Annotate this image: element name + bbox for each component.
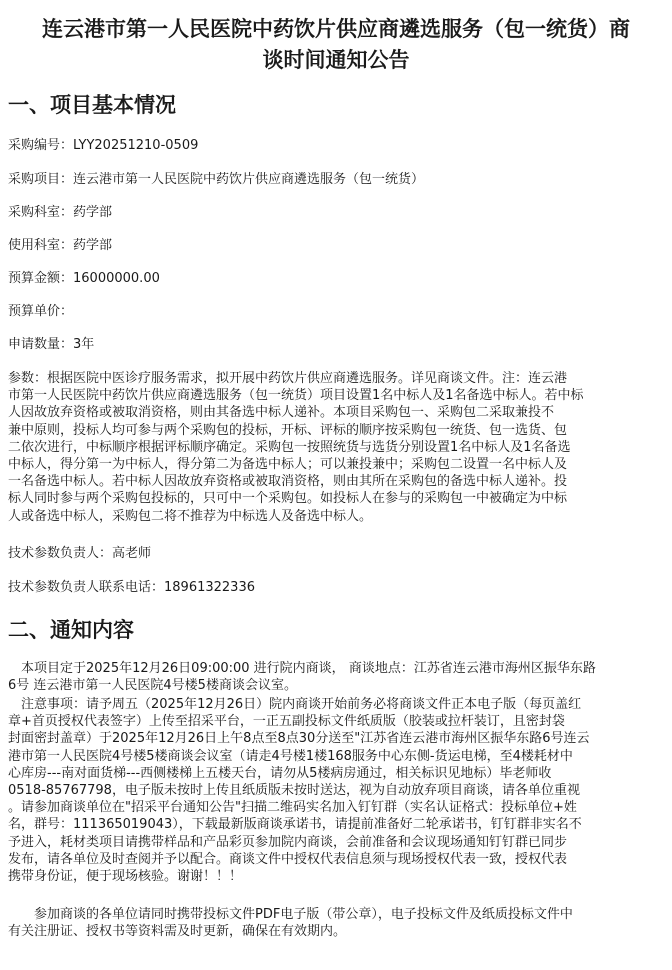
field-purchase-project	[8, 172, 424, 188]
field-label: 使用科室：	[8, 238, 74, 253]
field-label: 预算金额：	[8, 271, 74, 286]
field-value: 3年	[73, 337, 95, 352]
notice-line: 名，群号：111365019043），下载最新版商谈承诺书，请提前准备好二轮承诺书，钉钉群非实名不	[8, 817, 582, 833]
notice-line: 有关注册证、授权书等资料需及时更新，确保在有效期内。	[8, 924, 347, 940]
notice-paragraph-precautions	[8, 696, 672, 885]
section-heading-basic-info: 一、项目基本情况	[8, 93, 176, 117]
notice-line: 注意事项：请予周五（2025年12月26日）院内商谈开始前务必将商谈文件正本电子版（每页盖红	[8, 697, 582, 712]
notice-line: 章+首页授权代表签字）上传至招采平台，一正五副投标文件纸质版（胶装或拉杆装订，且密封袋	[8, 714, 565, 730]
params-line: 中标人，得分第一为中标人，得分第二为备选中标人；可以兼投兼中；采购包二设置一名中标人及	[8, 457, 568, 473]
field-value: 药学部	[73, 205, 113, 220]
notice-line: 心库房---南对面货梯---西侧楼梯上五楼天台，请勿从5楼病房通过，相关标识见地标）毕老师收	[8, 765, 552, 781]
notice-line: 本项目定于2025年12月26日09:00:00 进行院内商谈， 商谈地点：江苏省连云港市海州区振华东路	[8, 661, 596, 676]
notice-line: 港市第一人民医院4号楼5楼商谈会议室（请走4号楼1楼168服务中心东侧-货运电梯，至4楼耗材中	[8, 748, 573, 764]
field-purchase-number	[8, 138, 198, 154]
field-value: 高老师	[112, 546, 152, 561]
notice-paragraph-time-location	[8, 660, 672, 694]
field-label: 采购编号：	[8, 138, 74, 153]
notice-line: 参加商谈的各单位请同时携带投标文件PDF电子版（带公章），电子投标文件及纸质投标文件中	[8, 907, 573, 922]
params-line: 兼中原则，投标人均可参与两个采购包的投标，开标、评标的顺序按采购包一统货、包一选货、包	[8, 422, 568, 438]
field-value: 连云港市第一人民医院中药饮片供应商遴选服务（包一统货）	[73, 172, 425, 187]
page-title-line-2: 谈时间通知公告	[262, 48, 410, 72]
section-heading-notice-content: 二、通知内容	[8, 618, 134, 642]
field-value: 18961322336	[164, 580, 255, 595]
notice-line: 0518-85767798，电子版未按时上传且纸质版未按时送达，视为自动放弃项目商谈，请各单位重视	[8, 783, 580, 799]
params-paragraph	[8, 370, 672, 525]
field-request-quantity	[8, 337, 94, 353]
field-budget-unit-price	[8, 304, 73, 320]
field-tech-contact-person	[8, 546, 151, 562]
field-budget-amount	[8, 271, 160, 287]
field-user-department	[8, 238, 112, 254]
notice-line: 发布，请各单位及时查阅并予以配合。商谈文件中授权代表信息须与现场授权代表一致，授权代表	[8, 851, 568, 867]
notice-line: 6号 连云港市第一人民医院4号楼5楼商谈会议室。	[8, 678, 297, 694]
notice-line: 予进入，耗材类项目请携带样品和产品彩页参加院内商谈，会前准备和会议现场通知钉钉群已同步	[8, 834, 568, 850]
field-label: 采购项目：	[8, 172, 74, 187]
params-line: 一名备选中标人。若中标人因故放弃资格或被取消资格，则由其所在采购包的备选中标人递补。投	[8, 474, 568, 490]
params-line: 市第一人民医院中药饮片供应商遴选服务（包一统货）项目设置1名中标人及1名备选中标人。若中标	[8, 388, 584, 404]
params-line: 人因故放弃资格或被取消资格，则由其备选中标人递补。本项目采购包一、采购包二采取兼投不	[8, 405, 555, 421]
page-title	[8, 14, 664, 76]
field-label: 技术参数负责人联系电话：	[8, 580, 165, 595]
params-line: 标人同时参与两个采购包投标的，只可中一个采购包。如投标人在参与的采购包一中被确定为中标	[8, 491, 568, 507]
field-label: 申请数量：	[8, 337, 74, 352]
field-label: 预算单价：	[8, 304, 74, 319]
notice-line: 携带身份证，便于现场核验。谢谢！！！	[8, 869, 243, 885]
notice-paragraph-pdf-requirement	[8, 906, 672, 940]
field-label: 技术参数负责人：	[8, 546, 113, 561]
params-line: 参数：根据医院中医诊疗服务需求，拟开展中药饮片供应商遴选服务。详见商谈文件。注：连云港	[8, 371, 568, 386]
params-line: 二依次进行，中标顺序根据评标顺序确定。采购包一按照统货与选货分别设置1名中标人及1名备选	[8, 439, 571, 455]
field-tech-contact-phone	[8, 580, 255, 596]
field-purchase-department	[8, 205, 112, 221]
field-value: LYY20251210-0509	[73, 138, 199, 153]
page-title-line-1: 连云港市第一人民医院中药饮片供应商遴选服务（包一统货）商	[42, 17, 630, 41]
field-label: 采购科室：	[8, 205, 74, 220]
notice-line: 封面密封盖章）于2025年12月26日上午8点至8点30分送至"江苏省连云港市海州区振华东路6号连云	[8, 731, 590, 747]
params-line: 人或备选中标人，采购包二将不推荐为中标选人及备选中标人。	[8, 508, 373, 524]
field-value: 16000000.00	[73, 271, 160, 286]
notice-line: 。请参加商谈单位在"招采平台通知公告"扫描二维码实名加入钉钉群（实名认证格式：投标单位+姓	[8, 800, 577, 816]
field-value: 药学部	[73, 238, 113, 253]
